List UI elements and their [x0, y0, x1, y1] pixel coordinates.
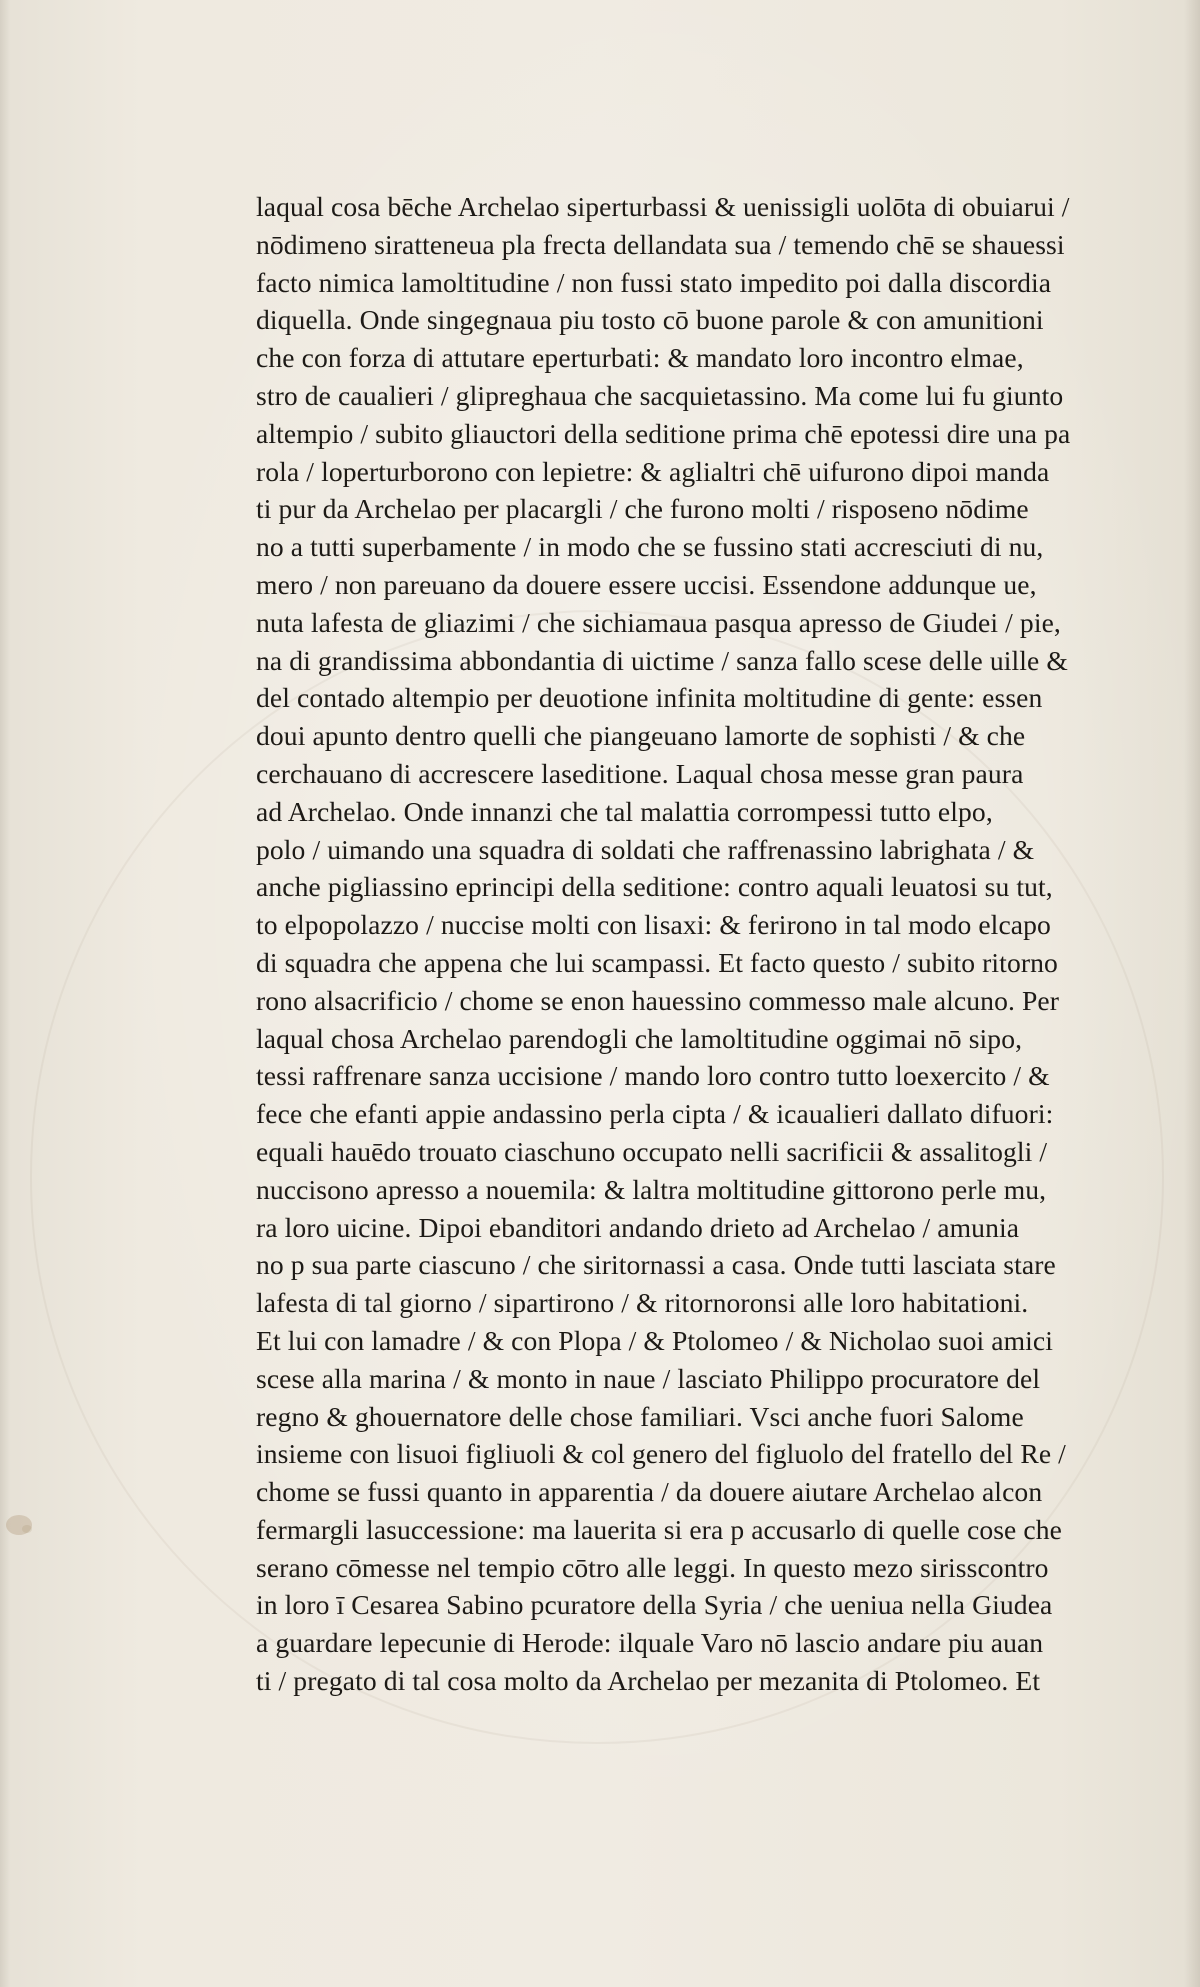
text-line: doui apunto dentro quelli che piangeuano lamorte de sophisti / & che [256, 720, 1026, 752]
text-line: laqual cosa bēche Archelao siperturbassi & uenissigli uolōta di obuiarui / [256, 191, 1070, 222]
text-line: no p sua parte ciascuno / che siritornassi a casa. Onde tutti lasciata stare [256, 1249, 1056, 1281]
text-block [256, 188, 1156, 1700]
text-line: nuccisono apresso a nouemila: & laltra moltitudine gittorono perle mu, [256, 1173, 1047, 1205]
text-line: scese alla marina / & monto in naue / lasciato Philippo procuratore del [256, 1362, 1041, 1394]
text-line: polo / uimando una squadra di soldati che raffrenassino labrighata / & [256, 833, 1035, 865]
text-line: na di grandissima abbondantia di uictime / sanza fallo scese delle uille & [256, 644, 1068, 676]
text-line: stro de caualieri / glipreghaua che sacquietassino. Ma come lui fu giunto [256, 379, 1064, 411]
text-line: insieme con lisuoi figliuoli & col genero del figluolo del fratello del Re / [256, 1438, 1066, 1470]
foxing-spot [22, 1525, 32, 1533]
text-line: tessi raffrenare sanza uccisione / mando loro contro tutto loexercito / & [256, 1060, 1050, 1092]
text-line: laqual chosa Archelao parendogli che lamoltitudine oggimai nō sipo, [256, 1022, 1023, 1054]
text-line: diquella. Onde singegnaua piu tosto cō buone parole & con amunitioni [256, 304, 1044, 336]
text-line: regno & ghouernatore delle chose familiari. Vsci anche fuori Salome [256, 1400, 1024, 1432]
page-shadow-right [1184, 0, 1200, 1987]
text-line: fermargli lasuccessione: ma lauerita si era p accusarlo di quelle cose che [256, 1513, 1062, 1545]
text-line: serano cōmesse nel tempio cōtro alle leggi. In questo mezo sirisscontro [256, 1551, 1049, 1583]
text-line: che con forza di attutare eperturbati: & mandato loro incontro elmae, [256, 342, 1024, 374]
text-line: mero / non pareuano da douere essere uccisi. Essendone addunque ue, [256, 568, 1037, 600]
text-line: rono alsacrificio / chome se enon hauessino commesso male alcuno. Per [256, 984, 1060, 1016]
text-line: facto nimica lamoltitudine / non fussi stato impedito poi dalla discordia [256, 266, 1052, 298]
page-shadow-left [0, 0, 10, 1987]
text-line: in loro ī Cesarea Sabino pcuratore della Syria / che ueniua nella Giudea [256, 1589, 1053, 1621]
text-line: to elpopolazzo / nuccise molti con lisaxi: & ferirono in tal modo elcapo [256, 909, 1051, 941]
text-line: equali hauēdo trouato ciaschuno occupato nelli sacrificii & assalitogli / [256, 1135, 1048, 1167]
text-line: altempio / subito gliauctori della seditione prima chē epotessi dire una pa [256, 417, 1071, 449]
text-line: no a tutti superbamente / in modo che se fussino stati accresciuti di nu, [256, 531, 1044, 563]
text-line: anche pigliassino eprincipi della seditione: contro aquali leuatosi su tut, [256, 871, 1053, 903]
text-line: nōdimeno siratteneua pla frecta dellandata sua / temendo chē se shauessi [256, 228, 1065, 260]
text-line: ti / pregato di tal cosa molto da Archelao per mezanita di Ptolomeo. Et [256, 1665, 1041, 1697]
text-line: ad Archelao. Onde innanzi che tal malattia corrompessi tutto elpo, [256, 795, 993, 827]
text-line: lafesta di tal giorno / sipartirono / & ritornoronsi alle loro habitationi. [256, 1287, 1029, 1319]
text-line: ra loro uicine. Dipoi ebanditori andando drieto ad Archelao / amunia [256, 1211, 1020, 1243]
text-line: cerchauano di accrescere laseditione. Laqual chosa messe gran paura [256, 757, 1024, 789]
text-line: a guardare lepecunie di Herode: ilquale Varo nō lascio andare piu auan [256, 1627, 1044, 1659]
text-line: chome se fussi quanto in apparentia / da douere aiutare Archelao alcon [256, 1476, 1043, 1508]
text-line: nuta lafesta de gliazimi / che sichiamaua pasqua apresso de Giudei / pie, [256, 606, 1061, 638]
text-line: fece che efanti appie andassino perla cipta / & icaualieri dallato difuori: [256, 1098, 1054, 1130]
text-line: del contado altempio per deuotione infinita moltitudine di gente: essen [256, 682, 1043, 714]
text-line: di squadra che appena che lui scampassi. Et facto questo / subito ritorno [256, 946, 1058, 978]
text-line: rola / loperturborono con lepietre: & aglialtri chē uifurono dipoi manda [256, 455, 1050, 487]
text-line: Et lui con lamadre / & con Plopa / & Ptolomeo / & Nicholao suoi amici [256, 1324, 1054, 1356]
text-line: ti pur da Archelao per placargli / che furono molti / risposeno nōdime [256, 493, 1029, 525]
